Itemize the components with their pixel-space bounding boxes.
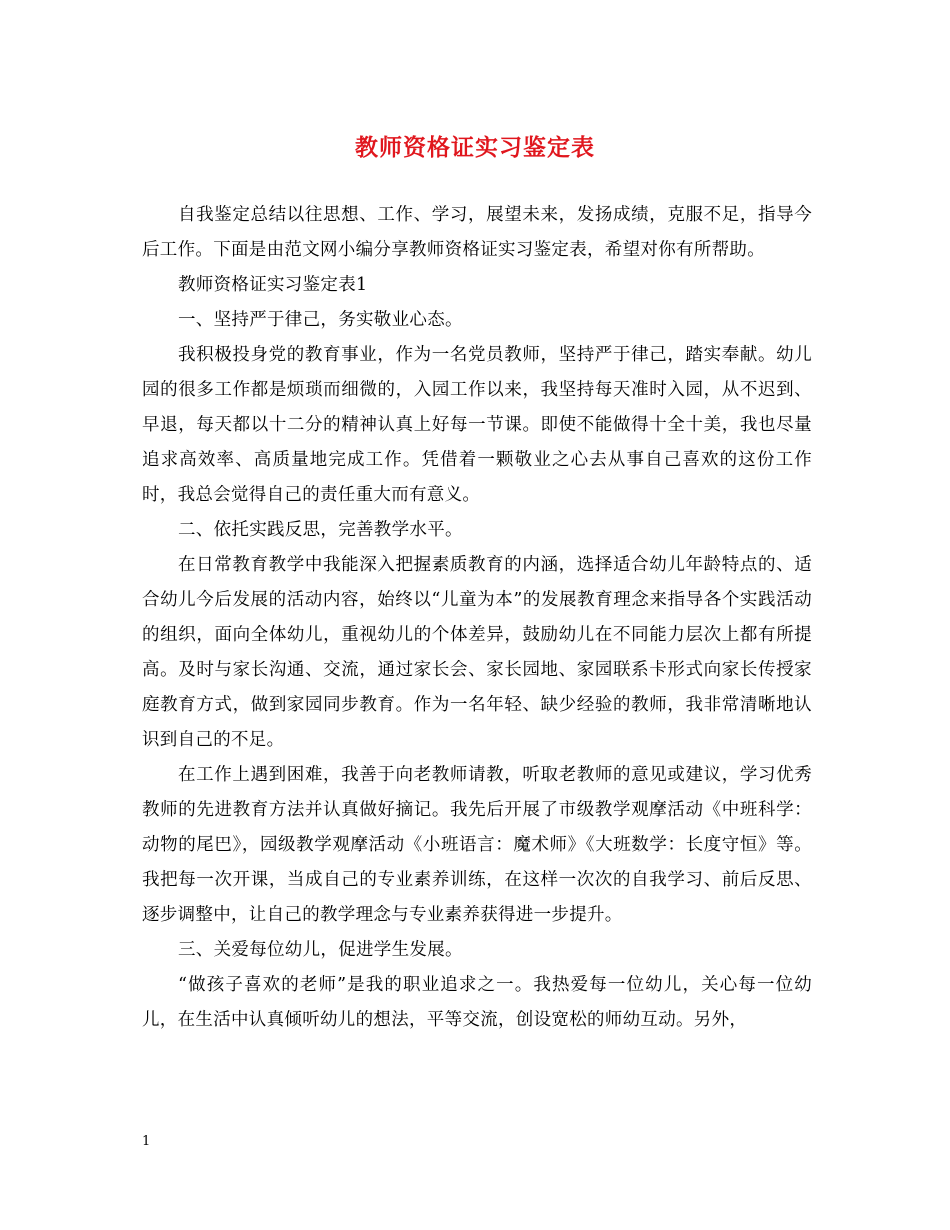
- paragraph-subtitle: 教师资格证实习鉴定表1: [178, 275, 368, 295]
- section-heading-3: 三、关爱每位幼儿，促进学生发展。: [178, 940, 463, 960]
- section-heading-2: 二、依托实践反思，完善教学水平。: [178, 520, 463, 540]
- document-body: [142, 198, 812, 1038]
- document-title: 教师资格证实习鉴定表: [355, 134, 595, 161]
- paragraph-section-3: “做孩子喜欢的老师”是我的职业追求之一。我热爱每一位幼儿，关心每一位幼儿，在生活中认真倾听幼儿的想法，平等交流，创设宽松的师幼互动。另外，: [142, 975, 812, 1030]
- paragraph-section-1: 我积极投身党的教育事业，作为一名党员教师，坚持严于律己，踏实奉献。幼儿园的很多工作都是烦琐而细微的，入园工作以来，我坚持每天准时入园，从不迟到、早退，每天都以十二分的精神认真上好每一节课。即使不能做得十全十美，我也尽量追求高效率、高质量地完成工作。凭借着一颗敬业之心去从事自己喜欢的这份工作时，我总会觉得自己的责任重大而有意义。: [142, 345, 812, 505]
- paragraph-section-2a: 在日常教育教学中我能深入把握素质教育的内涵，选择适合幼儿年龄特点的、适合幼儿今后发展的活动内容，始终以“儿童为本”的发展教育理念来指导各个实践活动的组织，面向全体幼儿，重视幼儿的个体差异，鼓励幼儿在不同能力层次上都有所提高。及时与家长沟通、交流，通过家长会、家长园地、家园联系卡形式向家长传授家庭教育方式，做到家园同步教育。作为一名年轻、缺少经验的教师，我非常清晰地认识到自己的不足。: [142, 555, 812, 750]
- paragraph-section-2b: 在工作上遇到困难，我善于向老教师请教，听取老教师的意见或建议，学习优秀教师的先进教育方法并认真做好摘记。我先后开展了市级教学观摩活动《中班科学：动物的尾巴》，园级教学观摩活动《小班语言：魔术师》《大班数学：长度守恒》等。我把每一次开课，当成自己的专业素养训练，在这样一次次的自我学习、前后反思、逐步调整中，让自己的教学理念与专业素养获得进一步提升。: [142, 765, 812, 925]
- page-number: 1: [142, 1134, 151, 1149]
- paragraph-intro: 自我鉴定总结以往思想、工作、学习，展望未来，发扬成绩，克服不足，指导今后工作。下面是由范文网小编分享教师资格证实习鉴定表，希望对你有所帮助。: [142, 205, 812, 260]
- section-heading-1: 一、坚持严于律己，务实敬业心态。: [178, 310, 463, 330]
